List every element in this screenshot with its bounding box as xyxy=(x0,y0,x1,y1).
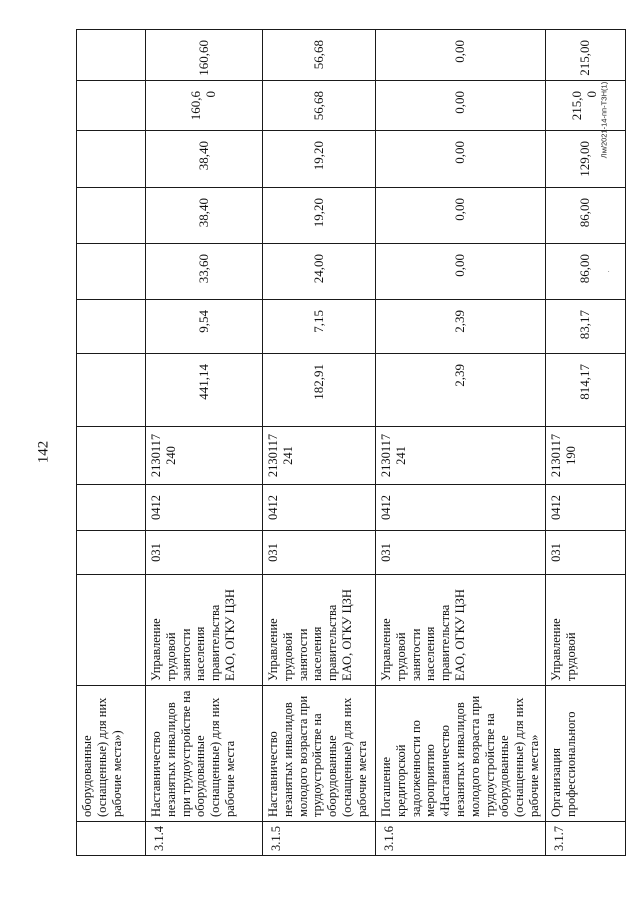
target-item-code-cell: 2130117 241 xyxy=(263,427,376,485)
row-number-cell xyxy=(77,822,146,856)
amount-2023-cell: 33,60 xyxy=(146,244,263,300)
amount-2023-cell: 86,00 xyxy=(545,244,625,300)
grbs-code-cell: 031 xyxy=(263,531,376,575)
amount-2025-cell xyxy=(77,131,146,188)
amount-2023-cell: 0,00 xyxy=(376,244,546,300)
amount-2022-cell: 2,39 xyxy=(376,300,546,354)
executor-cell: Управление трудовой занятости населения правительства ЕАО, ОГКУ ЦЗН xyxy=(376,575,546,686)
amount-total-cell: 814,17 xyxy=(545,354,625,427)
amount-2025-cell: 19,20 xyxy=(263,131,376,188)
table-row xyxy=(77,30,146,856)
amount-2024-cell xyxy=(77,188,146,244)
amount-2026-cell: 215,00 xyxy=(545,81,625,131)
amount-2027-cell: 0,00 xyxy=(376,30,546,81)
program-funding-table-container xyxy=(76,30,600,856)
executor-cell: Управление трудовой занятости населения правительства ЕАО, ОГКУ ЦЗН xyxy=(146,575,263,686)
amount-2023-cell: 24,00 xyxy=(263,244,376,300)
stray-mark: . xyxy=(608,268,610,274)
amount-2022-cell: 83,17 xyxy=(545,300,625,354)
row-number-cell: 3.1.5 xyxy=(263,822,376,856)
activity-name-cell: Организация профессионального xyxy=(545,686,625,822)
target-item-code-cell: 2130117 190 xyxy=(545,427,625,485)
amount-2023-cell xyxy=(77,244,146,300)
grbs-code-cell: 031 xyxy=(545,531,625,575)
executor-cell: Управление трудовой xyxy=(545,575,625,686)
amount-2025-cell: 38,40 xyxy=(146,131,263,188)
amount-total-cell xyxy=(77,354,146,427)
amount-2027-cell: 56,68 xyxy=(263,30,376,81)
table-row xyxy=(545,30,625,856)
amount-2022-cell xyxy=(77,300,146,354)
amount-2027-cell xyxy=(77,30,146,81)
executor-cell: Управление трудовой занятости населения правительства ЕАО, ОГКУ ЦЗН xyxy=(263,575,376,686)
target-item-code-cell: 2130117 241 xyxy=(376,427,546,485)
activity-name-cell: оборудованные (оснащенные) для них рабочие места») xyxy=(77,686,146,822)
amount-2024-cell: 19,20 xyxy=(263,188,376,244)
table-row xyxy=(376,30,546,856)
activity-name-cell: Наставничество незанятых инвалидов при трудоустройстве на оборудованные (оснащенные) для них рабочие места xyxy=(146,686,263,822)
amount-total-cell: 441,14 xyxy=(146,354,263,427)
amount-2027-cell: 215,00 xyxy=(545,30,625,81)
page-number: 142 xyxy=(35,440,52,464)
target-item-code-cell xyxy=(77,427,146,485)
activity-name-cell: Наставничество незанятых инвалидов молодого возраста при трудоустройстве на оборудованные (оснащенные) для них рабочие места xyxy=(263,686,376,822)
amount-2026-cell: 0,00 xyxy=(376,81,546,131)
amount-2024-cell: 0,00 xyxy=(376,188,546,244)
amount-2026-cell: 56,68 xyxy=(263,81,376,131)
amount-2027-cell: 160,60 xyxy=(146,30,263,81)
row-number-cell: 3.1.7 xyxy=(545,822,625,856)
amount-2026-cell xyxy=(77,81,146,131)
section-code-cell: 0412 xyxy=(376,485,546,531)
amount-2024-cell: 38,40 xyxy=(146,188,263,244)
amount-2025-cell: 0,00 xyxy=(376,131,546,188)
executor-cell xyxy=(77,575,146,686)
amount-2022-cell: 7,15 xyxy=(263,300,376,354)
section-code-cell: 0412 xyxy=(263,485,376,531)
amount-2026-cell: 160,60 xyxy=(146,81,263,131)
target-item-code-cell: 2130117 240 xyxy=(146,427,263,485)
grbs-code-cell xyxy=(77,531,146,575)
activity-name-cell: Погашение кредиторской задолженности по мероприятию «Наставничество незанятых инвалидов молодого возраста при трудоустройстве на оборудованные (оснащенные) для них рабочие места» xyxy=(376,686,546,822)
document-code: Лм/2021-14-пп-ТЗН(1) xyxy=(599,81,609,159)
row-number-cell: 3.1.4 xyxy=(146,822,263,856)
section-code-cell: 0412 xyxy=(545,485,625,531)
amount-2022-cell: 9,54 xyxy=(146,300,263,354)
amount-2024-cell: 86,00 xyxy=(545,188,625,244)
grbs-code-cell: 031 xyxy=(376,531,546,575)
amount-2025-cell: 129,00 xyxy=(545,131,625,188)
section-code-cell: 0412 xyxy=(146,485,263,531)
amount-total-cell: 182,91 xyxy=(263,354,376,427)
table-row xyxy=(146,30,263,856)
amount-total-cell: 2,39 xyxy=(376,354,546,427)
section-code-cell xyxy=(77,485,146,531)
row-number-cell: 3.1.6 xyxy=(376,822,546,856)
program-funding-table xyxy=(76,29,626,856)
grbs-code-cell: 031 xyxy=(146,531,263,575)
table-row xyxy=(263,30,376,856)
